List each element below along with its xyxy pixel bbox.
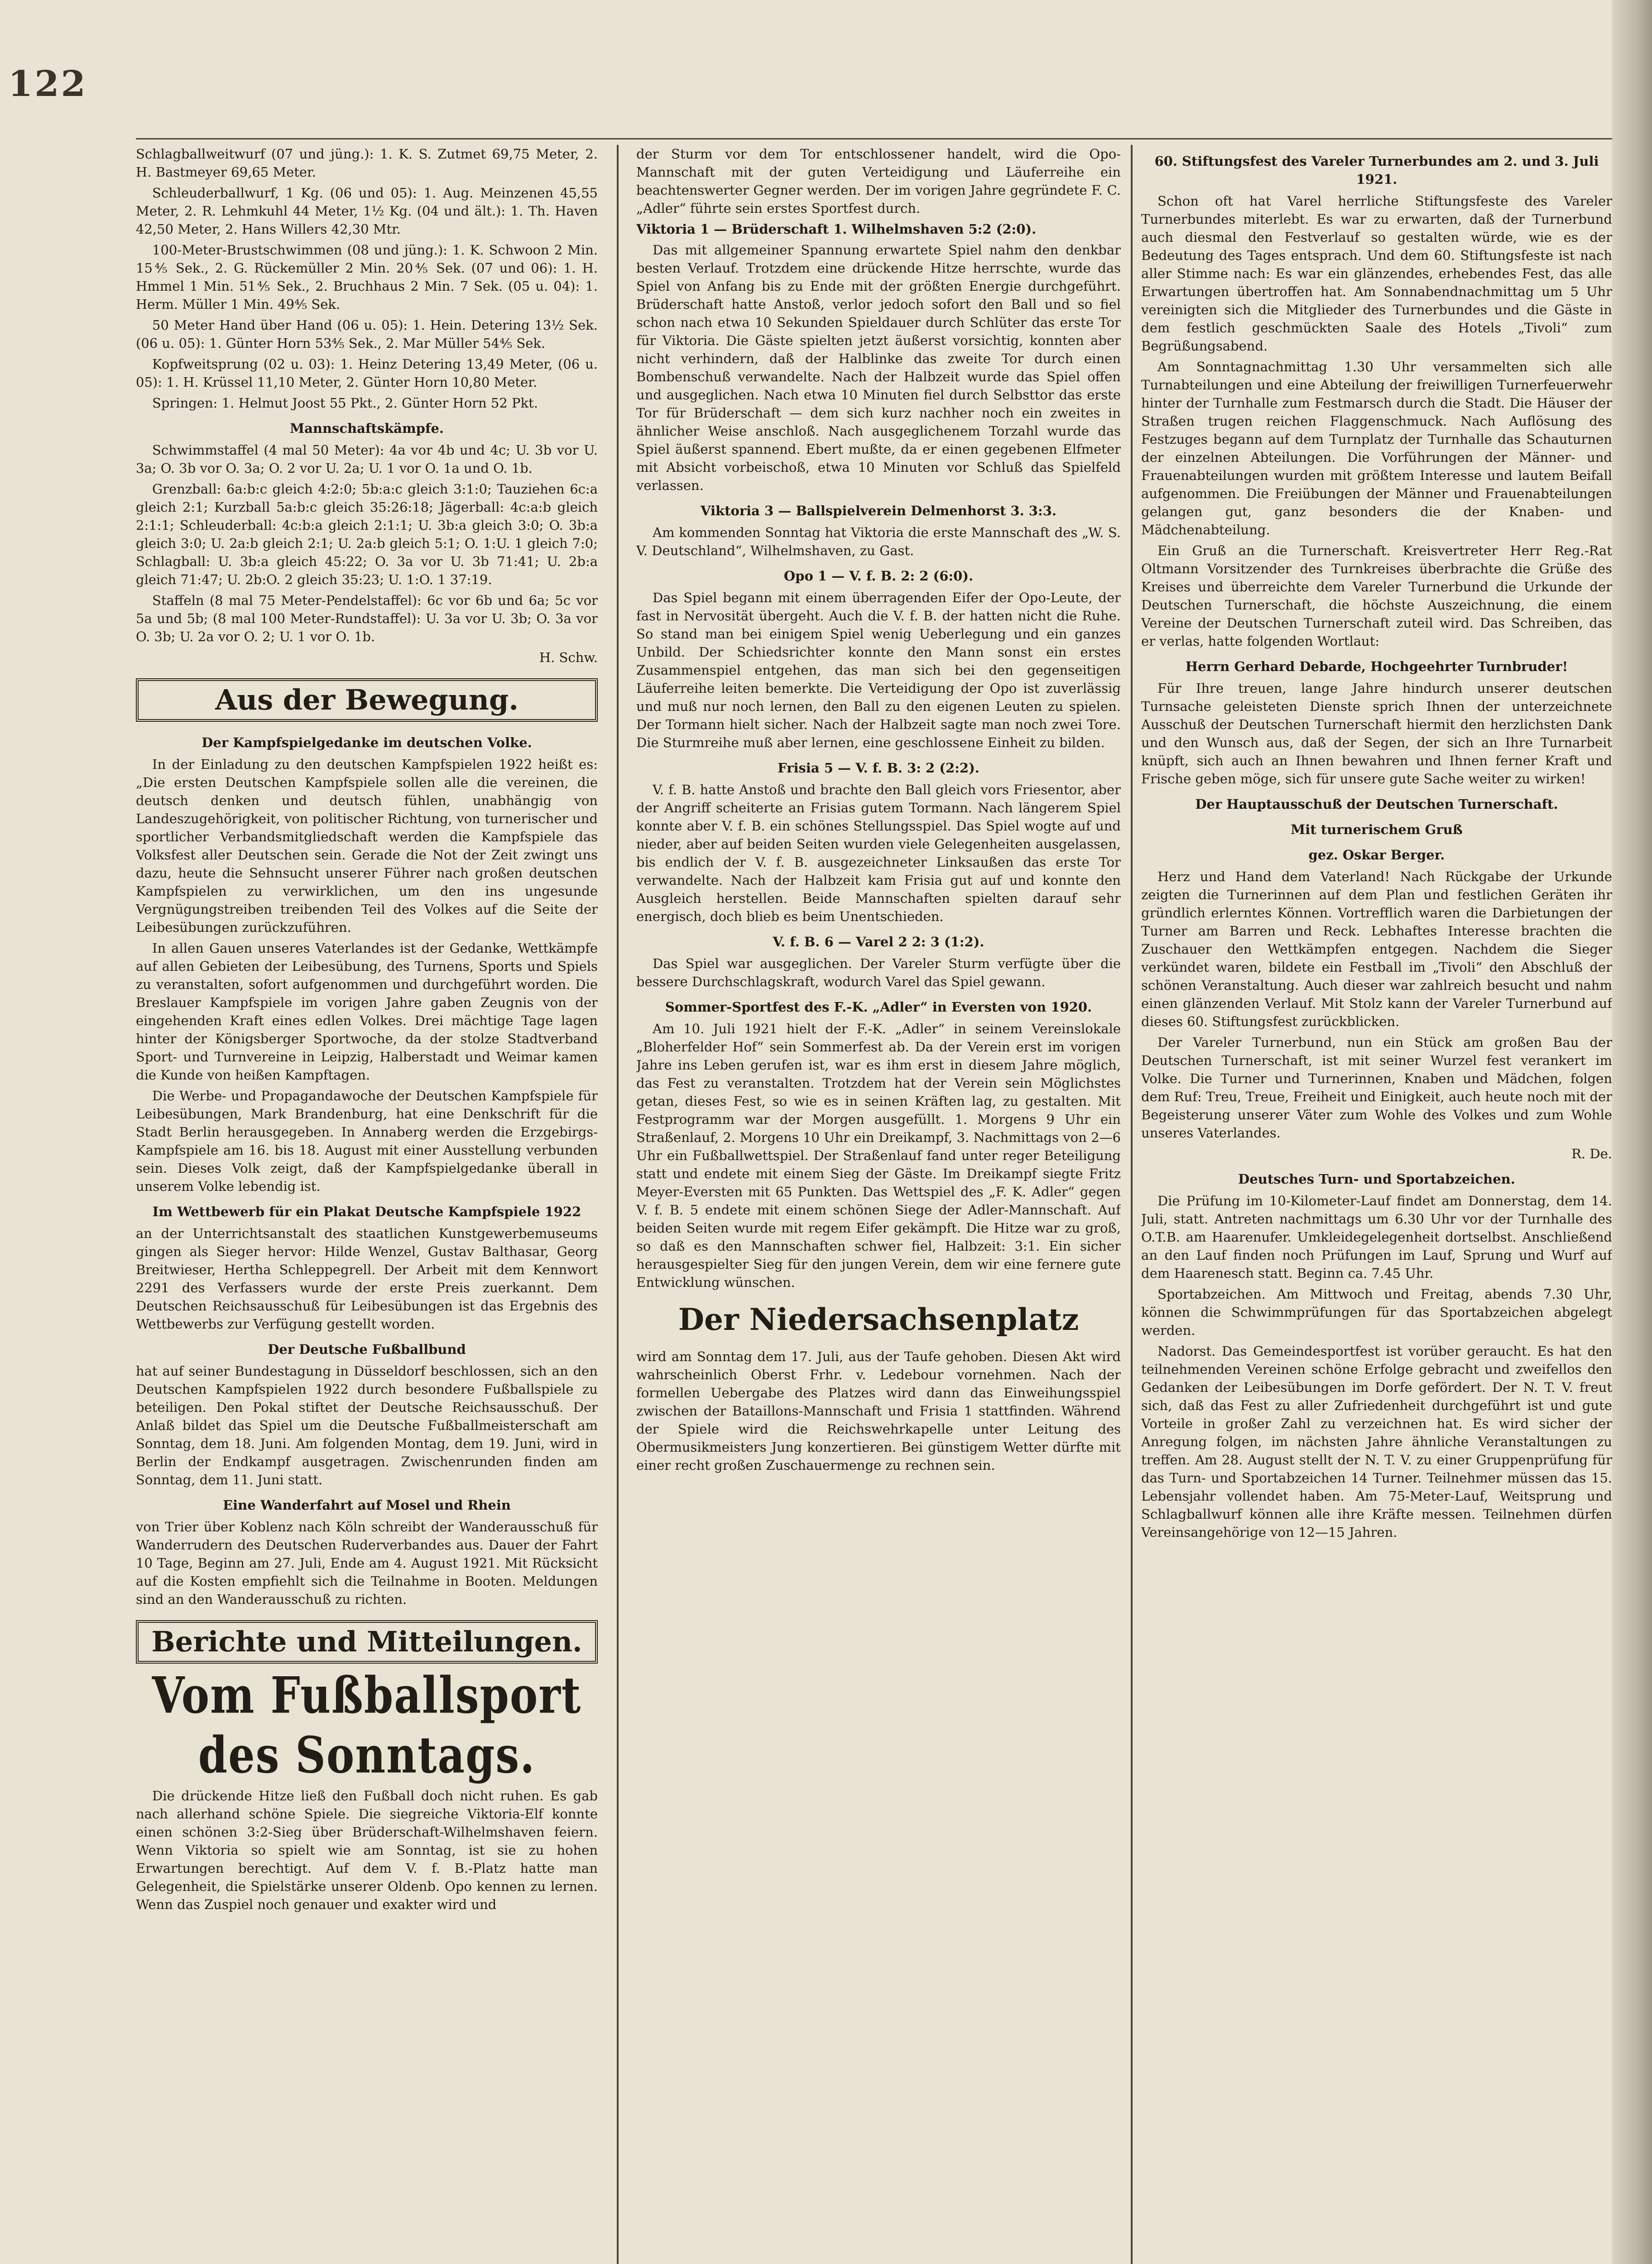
article-paragraph: Die drückende Hitze ließ den Fußball doch nicht ruhen. Es gab nach allerhand schöne Spiele. Die siegreiche Viktoria-Elf konnte einen schönen 3:2-Sieg über Brüderschaft-Wilhelmshaven feiern. Wenn Viktoria so spielt wie am Sonntag, ist sie zu hohen Erwartungen berechtigt. Auf dem V. f. B.-Platz hatte man Gelegenheit, die Spielstärke unserer Oldenb. Opo kennen zu lernen. Wenn das Zuspiel noch genauer und exakter wird und <box>136 1788 598 1912</box>
match-heading: Frisia 5 — V. f. B. 3: 2 (2:2). <box>778 760 980 776</box>
article-paragraph: In allen Gauen unseres Vaterlandes ist der Gedanke, Wettkämpfe auf allen Gebieten der Leibesübung, des Turnens, Sports und Spiels zu veranstalten, sofort aufgenommen und durchgeführt worden. Die Breslauer Kampfspiele im vorigen Jahre gaben Zeugnis von der eingehenden Kraft eines edlen Volkes. Drei mächtige Tage lagen hinter der Königsberger Sportwoche, da der stolze Stadtverband Sport- und Turnvereine in Leipzig, Halberstadt und Weimar kamen die Kunde von heißen Kampftagen. <box>136 940 598 1083</box>
article-paragraph: Das Spiel begann mit einem überragenden Eifer der Opo-Leute, der fast in Nervosität übergeht. Auch die V. f. B. der hatten nicht die Ruhe. So stand man bei einigem Spiel wenig Ueberlegung und ein ganzes Unbild. Der Schiedsrichter konnte den Mann sonst ein erstes Zusammenspiel entgehen, das man sich bei den gegenseitigen Läuferreihe leiten bemerkte. Die Verteidigung der Opo ist zuverlässig und muß nur noch lernen, den Ball zu den eigenen Leuten zu spielen. Der Tormann hielt sicher. Nach der Halbzeit sagte man noch zwei Tore. Die Sturmreihe muß aber lernen, eine geschlossene Einheit zu bilden. <box>636 590 1121 750</box>
column-1 <box>136 145 598 2264</box>
letter-address: Herrn Gerhard Debarde, Hochgeehrter Turnbruder! <box>1185 659 1568 674</box>
fussball-title: Vom Fußballsport des Sonntags. <box>152 1666 582 1784</box>
match-heading: V. f. B. 6 — Varel 2 2: 3 (1:2). <box>773 934 984 950</box>
section-box-berichte: Berichte und Mitteilungen. <box>136 1620 598 1664</box>
team-result: Grenzball: 6a:b:c gleich 4:2:0; 5b:a:c gleich 3:1:0; Tauziehen 6c:a gleich 2:1; Kurzball 5a:b:c gleich 35:26:18; Jägerball: 4c:a:b gleich 2:1:1; Schleuderball: 4c:b:a gleich 2:1:1; U. 3b:a gleich 3:0; O. 3b:a gleich 3:0; U. 2a:b gleich 2:1; U. 2a:b gleich 5:1; O. 1:U. 1 gleich 7:0; Schlagball: U. 3b:a gleich 45:22; O. 3a vor U. 3b 71:41; U. 2b:a gleich 71:47; U. 2b:O. 2 gleich 35:23; U. 1:O. 1 37:19. <box>136 481 598 587</box>
article-paragraph: von Trier über Koblenz nach Köln schreibt der Wanderausschuß für Wanderrudern des Deutschen Ruderverbandes aus. Dauer der Fahrt 10 Tage, Beginn am 27. Juli, Ende am 4. August 1921. Mit Rücksicht auf die Kosten empfiehlt sich die Teilnahme in Booten. Meldungen sind an den Wanderausschuß zu richten. <box>136 1519 598 1607</box>
column-rule-2 <box>1131 145 1133 2264</box>
result-line: 100-Meter-Brustschwimmen (08 und jüng.): 1. K. Schwoon 2 Min. 15⅘ Sek., 2. G. Rückemüller 2 Min. 20⅘ Sek. (07 und 06): 1. H. Hmmel 1 Min. 51⅘ Sek., 2. Bruchhaus 2 Min. 7 Sek. (05 u. 04): 1. Herm. Müller 1 Min. 49⅘ Sek. <box>136 242 598 312</box>
article-heading: Im Wettbewerb für ein Plakat Deutsche Kampfspiele 1922 <box>152 1204 581 1219</box>
article-paragraph: Nadorst. Das Gemeindesportfest ist vorüber geraucht. Es hat den teilnehmenden Vereinen schöne Erfolge gebracht und zweifellos den Gedanken der Leibesübungen im Dorfe gefördert. Der N. T. V. freut sich, daß das Fest zu aller Zufriedenheit durchgeführt ist und gute Vorteile in großer Zahl zu verzeichnen hat. Es wird sicher der Anregung folgen, im nächsten Jahre ähnliche Veranstaltungen zu treffen. Am 28. August stellt der N. T. V. zu einer Gruppenprüfung für das Turn- und Sportabzeichen 14 Turner. Teilnehmer müssen das 15. Lebensjahr vollendet haben. Am 75-Meter-Lauf, Weitsprung und Schlagballwurf können alle ihre Kräfte messen. Teilnehmen dürfen Vereinsangehörige von 12—15 Jahren. <box>1141 1343 1612 1540</box>
article-paragraph: Herz und Hand dem Vaterland! Nach Rückgabe der Urkunde zeigten die Turnerinnen auf dem Plan und festlichen Geräten ihr gründlich erlerntes Können. Vortrefflich waren die Darbietungen der Turner am Barren und Reck. Lebhaftes Interesse brachten die Zuschauer den Wettkämpfen entgegen. Nachdem die Sieger verkündet waren, bildete ein Festball im „Tivoli“ den Abschluß der schönen Veranstaltung. Auch dieser war zahlreich besucht und nahm einen glänzenden Verlauf. Mit Stolz kann der Vareler Turnerbund auf dieses 60. Stiftungsfest zurückblicken. <box>1141 869 1612 1029</box>
page-number: 122 <box>8 63 87 105</box>
top-rule <box>136 138 1612 139</box>
article-paragraph: Schon oft hat Varel herrliche Stiftungsfeste des Vareler Turnerbundes miterlebt. Es war zu erwarten, daß der Turnerbund auch diesmal den Festverlauf so gestalten würde, wie es der Bedeutung des Tages entsprach. Und dem 60. Stiftungsfeste ist nach aller Stimme nach: Es war ein glänzendes, erhebendes Fest, das alle Erwartungen übertroffen hat. Am Sonnabendnachmittag um 5 Uhr vereinigten sich die Mitglieder des Turnerbundes und die Gäste in dem festlich geschmückten Saale des Hotels „Tivoli“ zum Begrüßungsabend. <box>1141 193 1612 354</box>
result-line: 50 Meter Hand über Hand (06 u. 05): 1. Hein. Detering 13½ Sek. (06 u. 05): 1. Günter Horn 53⅘ Sek., 2. Mar Müller 54⅘ Sek. <box>136 317 598 351</box>
article-heading: Der Kampfspielgedanke im deutschen Volke. <box>202 735 532 750</box>
article-paragraph: Am 10. Juli 1921 hielt der F.-K. „Adler“ in seinem Vereinslokale „Bloherfelder Hof“ sein Sommerfest ab. Da der Verein erst im vorigen Jahre ins Leben gerufen ist, war es ihm erst in diesem Jahre möglich, das Fest zu veranstalten. Trotzdem hat der Verein sein Möglichstes getan, dieses Fest, so wie es in seinen Kräften lag, zu gestalten. Mit Festprogramm war der Morgen ausgefüllt. 1. Morgens 9 Uhr ein Straßenlauf, 2. Morgens 10 Uhr ein Dreikampf, 3. Nachmittags von 2—6 Uhr ein Fußballwettspiel. Der Straßenlauf fand unter reger Beteiligung statt und endete mit einem Sieg der Gäste. Im Dreikampf siegte Fritz Meyer-Eversten mit 65 Punkten. Das Wettspiel des „F. K. Adler“ gegen V. f. B. 5 endete mit einem schönen Siege der Adler-Mannschaft. Auf beiden Seiten wurde mit regem Eifer gekämpft. Die Hitze war zu groß, so daß es den Mannschaften schwer fiel, Halbzeit: 3:1. Ein sicher herausgespielter Sieg für den jungen Verein, dem wir eine fernere gute Entwicklung wünschen. <box>636 1021 1121 1290</box>
result-line: Schlagballweitwurf (07 und jüng.): 1. K. S. Zutmet 69,75 Meter, 2. H. Bastmeyer 69,65 Meter. <box>136 146 598 180</box>
team-heading: Mannschaftskämpfe. <box>290 421 444 436</box>
article-paragraph: Für Ihre treuen, lange Jahre hindurch unserer deutschen Turnsache geleisteten Dienste sprich Ihnen der unterzeichnete Ausschuß der Deutschen Turnerschaft hiermit den herzlichsten Dank und den Wunsch aus, daß der Segen, der sich an Ihre Turnarbeit knüpft, sich auch an Ihnen bewahren und Ihnen ferner Kraft und Frische geben möge, sich für unsere gute Sache weiter zu wirken! <box>1141 681 1612 787</box>
letter-signature: Mit turnerischem Gruß <box>1291 822 1463 837</box>
article-paragraph: Ein Gruß an die Turnerschaft. Kreisvertreter Herr Reg.-Rat Oltmann Vorsitzender des Turnkreises überbrachte die Grüße des Kreises und überreichte dem Vareler Turnerbund die Urkunde der Deutschen Turnerschaft, die höchste Auszeichnung, die einem Vereine der Deutschen Turnerschaft zuteil wird. Das Schreiben, das er verlas, hatte folgenden Wortlaut: <box>1141 543 1612 649</box>
article-paragraph: Sportabzeichen. Am Mittwoch und Freitag, abends 7.30 Uhr, können die Schwimmprüfungen für das Sportabzeichen abgelegt werden. <box>1141 1286 1612 1338</box>
result-line: Schleuderballwurf, 1 Kg. (06 und 05): 1. Aug. Meinzenen 45,55 Meter, 2. R. Lehmkuhl 44 Meter, 1½ Kg. (04 und ält.): 1. Th. Haven 42,50 Meter, 2. Hans Willers 42,30 Mtr. <box>136 185 598 237</box>
column-2 <box>636 145 1121 2264</box>
article-paragraph: wird am Sonntag dem 17. Juli, aus der Taufe gehoben. Diesen Akt wird wahrscheinlich Oberst Frhr. v. Ledebour vornehmen. Nach der formellen Uebergabe des Platzes wird dann das Einweihungsspiel zwischen der Bataillons-Mannschaft und Frisia 1 stattfinden. Während der Spiele wird die Reichswehrkapelle unter Leitung des Obermusikmeisters Jung konzertieren. Bei günstigem Wetter dürfte mit einer recht großen Zuschauermenge zu rechnen sein. <box>636 1349 1121 1473</box>
match-heading: Viktoria 3 — Ballspielverein Delmenhorst 3. 3:3. <box>701 503 1057 518</box>
niedersachsen-title: Der Niedersachsenplatz <box>678 1302 1079 1337</box>
column-rule-1 <box>617 145 619 2264</box>
article-paragraph: V. f. B. hatte Anstoß und brachte den Ball gleich vors Friesentor, aber der Angriff scheiterte an Frisias gutem Tormann. Nach längerem Spiel konnte aber V. f. B. ein schönes Stellungsspiel. Das Spiel wogte auf und nieder, aber auf beiden Seiten wurden viele Gelegenheiten ausgelassen, bis endlich der V. f. B. ausgezeichneter Linksaußen das erste Tor verwandelte. Nach der Halbzeit kam Frisia gut auf und konnte den Ausgleich herstellen. Beide Mannschaften spielten darauf sehr energisch, doch blieb es beim Unentschieden. <box>636 782 1121 924</box>
team-result: Schwimmstaffel (4 mal 50 Meter): 4a vor 4b und 4c; U. 3b vor U. 3a; O. 3b vor O. 3a; O. 2 vor U. 2a; U. 1 vor O. 1a und O. 1b. <box>136 442 598 476</box>
result-line: Kopfweitsprung (02 u. 03): 1. Heinz Detering 13,49 Meter, (06 u. 05): 1. H. Krüssel 11,10 Meter, 2. Günter Horn 10,80 Meter. <box>136 356 598 390</box>
signature: R. De. <box>1571 1146 1612 1161</box>
article-paragraph: an der Unterrichtsanstalt des staatlichen Kunstgewerbemuseums gingen als Sieger hervor: Hilde Wenzel, Gustav Balthasar, Georg Breitwieser, Hertha Schleppegrell. Der Arbeit mit dem Kennwort 2291 des Verfassers wurde der erste Preis zuerkannt. Dem Deutschen Reichsausschuß für Leibesübungen ist das Ergebnis des Wettbewerbs zur Verfügung gestellt worden. <box>136 1226 598 1332</box>
article-paragraph: Die Werbe- und Propagandawoche der Deutschen Kampfspiele für Leibesübungen, Mark Brandenburg, hat eine Denkschrift für die Stadt Berlin herausgegeben. In Annaberg werden die Erzgebirgs-Kampfspiele am 16. bis 18. August mit einer Ausstellung verbunden sein. Dieses Volk zeigt, daß der Kampfspielgedanke überall in unserem Volke lebendig ist. <box>136 1088 598 1194</box>
article-paragraph: Am kommenden Sonntag hat Viktoria die erste Mannschaft des „W. S. V. Deutschland“, Wilhelmshaven, zu Gast. <box>636 525 1121 558</box>
article-heading: Sommer-Sportfest des F.-K. „Adler“ in Eversten von 1920. <box>665 999 1092 1015</box>
letter-signature: gez. Oskar Berger. <box>1308 847 1445 863</box>
article-paragraph: Die Prüfung im 10-Kilometer-Lauf findet am Donnerstag, dem 14. Juli, statt. Antreten nachmittags um 6.30 Uhr vor der Turnhalle des O.T.B. am Haarenufer. Umkleidegelegenheit dortselbst. Anschließend an den Lauf finden noch Prüfungen im Lauf, Sprung und Wurf auf dem Haarenesch statt. Beginn ca. 7.45 Uhr. <box>1141 1193 1612 1281</box>
column-3 <box>1141 145 1612 2264</box>
article-paragraph: hat auf seiner Bundestagung in Düsseldorf beschlossen, sich an den Deutschen Kampfspielen 1922 durch besondere Fußballspiele zu beteiligen. Den Pokal stiftet der Deutsche Reichsausschuß. Der Anlaß bildet das Spiel um die Deutsche Fußballmeisterschaft am Sonntag, dem 18. Juni. Am folgenden Montag, dem 19. Juni, wird in Berlin der Endkampf ausgetragen. Zwischenrunden finden am Sonntag, dem 11. Juni statt. <box>136 1363 598 1487</box>
book-binding-edge <box>1612 0 1652 2264</box>
article-heading: Der Deutsche Fußballbund <box>268 1342 466 1357</box>
article-paragraph: Das mit allgemeiner Spannung erwartete Spiel nahm den denkbar besten Verlauf. Trotzdem eine drückende Hitze herrschte, wurde das Spiel von Anfang bis zu Ende mit der größten Energie durchgeführt. Brüderschaft hatte Anstoß, verlor jedoch sofort den Ball und so fiel schon nach etwa 10 Sekunden Spieldauer durch Schlüter das erste Tor für Viktoria. Die Gäste spielten jetzt äußerst vorsichtig, konnten aber nicht verhindern, daß der Halblinke das zweite Tor durch einen Bombenschuß verwandelte. Nach der Halbzeit wurde das Spiel offen und ausgeglichen. Nach etwa 10 Minuten fiel durch Selbsttor das erste Tor für Brüderschaft — dem sich kurz nachher noch ein zweites in ähnlicher Weise anschloß. Nach ausgeglichenem Torzahl wurde das Spiel äußerst spannend. Ebert mußte, da er einen gegebenen Elfmeter mit Absicht vorbeischoß, etwa 10 Minuten vor Schluß das Spielfeld verlassen. <box>636 242 1121 493</box>
signature: H. Schw. <box>539 650 598 665</box>
section-box-bewegung: Aus der Bewegung. <box>136 678 598 722</box>
letter-signature: Der Hauptausschuß der Deutschen Turnerschaft. <box>1195 796 1558 812</box>
result-line: Springen: 1. Helmut Joost 55 Pkt., 2. Günter Horn 52 Pkt. <box>152 395 538 411</box>
article-paragraph: der Sturm vor dem Tor entschlossener handelt, wird die Opo-Mannschaft mit der guten Verteidigung und Läuferreihe ein beachtenswerter Gegner werden. Der im vorigen Jahre gegründete F. C. „Adler“ führte sein erstes Sportfest durch. <box>636 146 1121 216</box>
article-paragraph: Am Sonntagnachmittag 1.30 Uhr versammelten sich alle Turnabteilungen und eine Abteilung der freiwilligen Turnerfeuerwehr hinter der Turnhalle zum Festmarsch durch die Stadt. Die Häuser der Straßen trugen reichen Flaggenschmuck. Nach Auflösung des Festzuges begann auf dem Turnplatz der Turnhalle das Schauturnen der einzelnen Abteilungen. Die Vorführungen der Männer- und Frauenabteilungen wurden mit größtem Interesse und lautem Beifall aufgenommen. Die Freiübungen der Männer und Frauenabteilungen gelangen gut, ganz besonders die der Knaben- und Mädchenabteilung. <box>1141 359 1612 537</box>
team-result: Staffeln (8 mal 75 Meter-Pendelstaffel): 6c vor 6b und 6a; 5c vor 5a und 5b; (8 mal 100 Meter-Rundstaffel): U. 3a vor U. 3b; O. 3a vor O. 3b; U. 2a vor O. 2; U. 1 vor O. 1b. <box>136 593 598 644</box>
article-heading: Eine Wanderfahrt auf Mosel und Rhein <box>223 1497 511 1513</box>
article-paragraph: Das Spiel war ausgeglichen. Der Vareler Sturm verfügte über die bessere Durchschlagskraft, wodurch Varel das Spiel gewann. <box>636 956 1121 989</box>
match-heading: Opo 1 — V. f. B. 2: 2 (6:0). <box>783 568 974 584</box>
article-heading: Deutsches Turn- und Sportabzeichen. <box>1238 1171 1515 1187</box>
match-heading: Viktoria 1 — Brüderschaft 1. Wilhelmshaven 5:2 (2:0). <box>636 221 1037 237</box>
article-paragraph: In der Einladung zu den deutschen Kampfspielen 1922 heißt es: „Die ersten Deutschen Kampfspiele sollen alle die vereinen, die deutsch denken und deutsch fühlen, unabhängig von Landeszugehörigkeit, von politischer Richtung, von turnerischer und sportlicher Verbandsmitgliedschaft werden die Kampfspiele das Volksfest aller Deutschen sein. Gerade die Not der Zeit zwingt uns dazu, heute die Sehnsucht unserer Führer nach großen deutschen Kampfspielen zu verwirklichen, um den ins ungesunde Vergnügungstreiben treibenden Teil des Volkes auf die Seite der Leibesübungen zurückzuführen. <box>136 757 598 935</box>
article-heading: 60. Stiftungsfest des Vareler Turnerbundes am 2. und 3. Juli 1921. <box>1154 153 1599 187</box>
article-paragraph: Der Vareler Turnerbund, nun ein Stück am großen Bau der Deutschen Turnerschaft, ist mit seiner Wurzel fest verankert im Volke. Die Turner und Turnerinnen, Knaben und Mädchen, folgen dem Ruf: Treu, Treue, Freiheit und Einigkeit, auch heute noch mit der Begeisterung unserer Väter zum Wohle des Volkes und zum Wohle unseres Vaterlandes. <box>1141 1035 1612 1141</box>
